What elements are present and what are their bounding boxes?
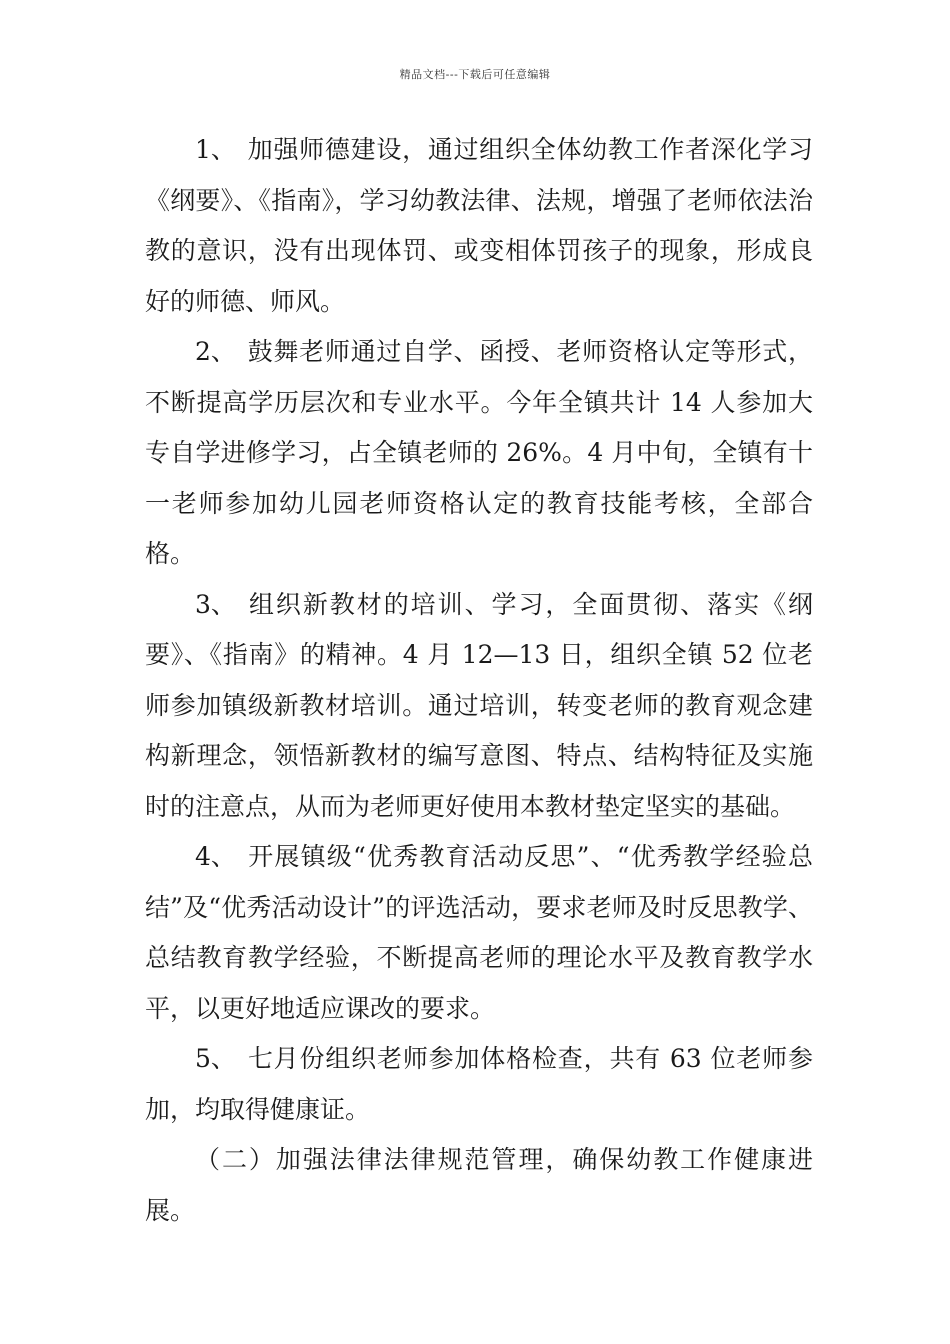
paragraph-1 [145,125,813,327]
paragraph-number: 1、 [195,135,236,164]
paragraph-number: 2、 [195,337,236,366]
paragraph-5 [145,1034,813,1135]
document-body [145,125,813,1236]
paragraph-number: 4、 [195,842,236,871]
paragraph-text: 七月份组织老师参加体格检查，共有 63 位老师参加，均取得健康证。 [145,1044,813,1124]
paragraph-2 [145,327,813,580]
paragraph-text: 组织新教材的培训、学习，全面贯彻、落实《纲要》、《指南》的精神。4 月 12—13 日，组织全镇 52 位老师参加镇级新教材培训。通过培训，转变老师的教育观念建构新理念，领悟新教材的编写意图、特点、结构特征及实施时的注意点，从而为老师更好使用本教材垫定坚实的基础。 [145,589,813,821]
paragraph-text: 鼓舞老师通过自学、函授、老师资格认定等形式，不断提高学历层次和专业水平。今年全镇共计 14 人参加大专自学进修学习，占全镇老师的 26%。4 月中旬，全镇有十一老师参加幼儿园老师资格认定的教育技能考核，全部合格。 [145,337,813,568]
page-header: 精品文档---下载后可任意编辑 [399,68,551,81]
paragraph-number: 5、 [195,1044,236,1073]
paragraph-text: 加强师德建设，通过组织全体幼教工作者深化学习《纲要》、《指南》，学习幼教法律、法规，增强了老师依法治教的意识，没有出现体罚、或变相体罚孩子的现象，形成良好的师德、师风。 [145,135,813,316]
paragraph-number: 3、 [195,589,236,619]
section-heading [145,1135,813,1236]
paragraph-text: 开展镇级“优秀教育活动反思”、“优秀教学经验总结”及“优秀活动设计”的评选活动，要求老师及时反思教学、总结教育教学经验，不断提高老师的理论水平及教育教学水平，以更好地适应课改的要求。 [145,842,813,1023]
section-heading-text: （二）加强法律法律规范管理，确保幼教工作健康进展。 [145,1145,813,1225]
paragraph-4 [145,832,813,1034]
paragraph-3 [145,580,813,833]
